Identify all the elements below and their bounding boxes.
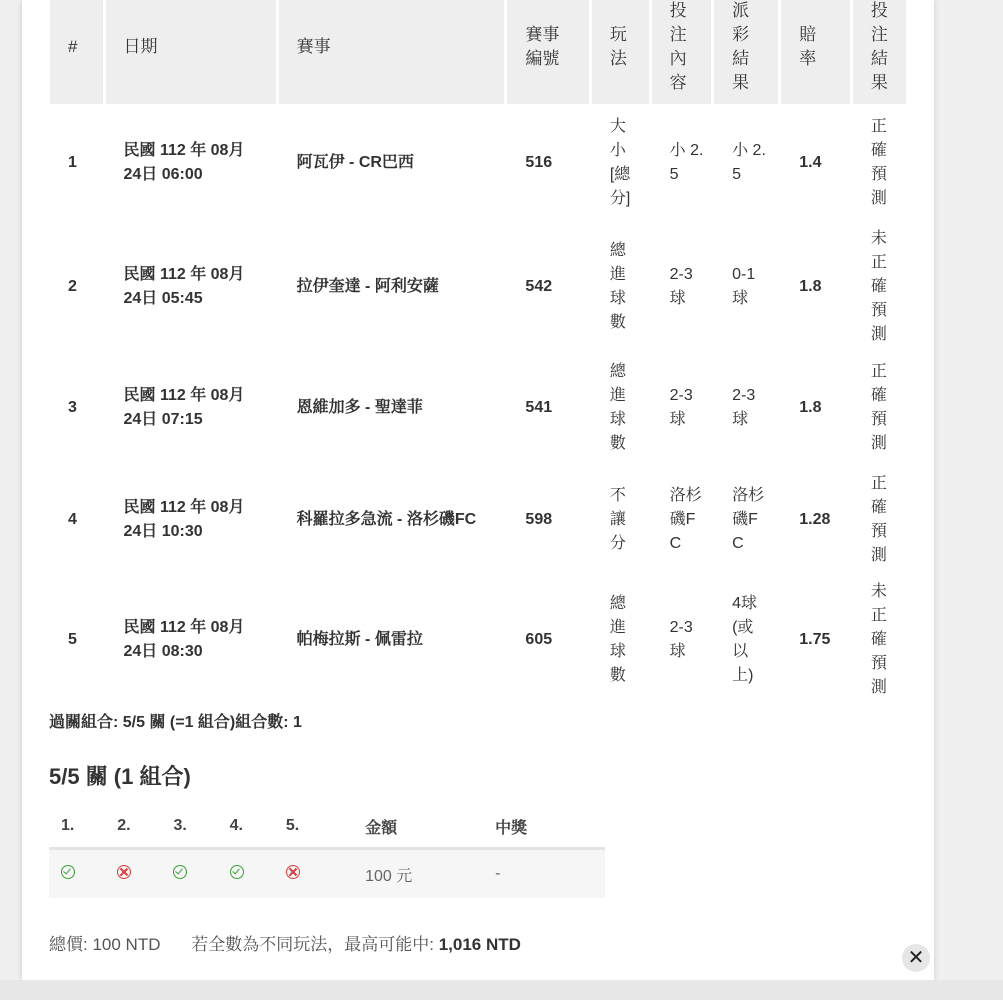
bet-table-body xyxy=(50,104,906,704)
x-circle-icon xyxy=(286,865,300,879)
combo-leg-4 xyxy=(218,849,274,899)
row-result: 洛杉磯FC xyxy=(732,487,765,552)
bottom-bar xyxy=(0,980,1003,1000)
row-outcome: 未正確預測 xyxy=(870,583,887,696)
table-row xyxy=(50,352,906,464)
row-date: 民國 112 年 08月 24日 08:30 xyxy=(123,619,245,660)
totals xyxy=(49,930,521,955)
combo-col-win: 中獎 xyxy=(460,805,605,849)
col-hash: # xyxy=(50,0,106,104)
combo-table xyxy=(49,805,605,898)
row-match: 恩維加多 - 聖達菲 xyxy=(296,399,423,416)
combo-col-5: 5. xyxy=(274,805,330,849)
combo-col-amount: 金額 xyxy=(330,805,460,849)
row-match-no: 542 xyxy=(525,278,553,295)
row-number: 4 xyxy=(68,511,77,528)
col-result: 派彩結果 xyxy=(714,0,781,104)
col-odds: 賠率 xyxy=(781,0,853,104)
row-result: 2-3球 xyxy=(732,387,756,428)
row-match: 科羅拉多急流 - 洛杉磯FC xyxy=(296,511,477,528)
combo-header xyxy=(49,805,605,849)
table-row xyxy=(50,576,906,704)
combo-col-4: 4. xyxy=(218,805,274,849)
row-match-no: 605 xyxy=(525,631,553,648)
bet-table-header xyxy=(50,0,906,104)
close-button[interactable]: ✕ xyxy=(902,944,930,972)
col-match-no: 賽事編號 xyxy=(507,0,591,104)
row-play: 大小[總分] xyxy=(609,118,631,207)
row-date: 民國 112 年 08月 24日 07:15 xyxy=(123,387,245,428)
row-odds: 1.4 xyxy=(799,154,822,171)
bet-table xyxy=(50,0,906,704)
row-bet: 2-3球 xyxy=(669,266,693,307)
max-value: 1,016 NTD xyxy=(438,935,521,954)
row-number: 5 xyxy=(68,631,77,648)
row-result: 0-1球 xyxy=(732,266,756,307)
combo-amount: 100 元 xyxy=(330,849,460,899)
row-odds: 1.8 xyxy=(799,278,822,295)
row-outcome: 正確預測 xyxy=(870,475,887,564)
row-date: 民國 112 年 08月 24日 10:30 xyxy=(123,499,245,540)
total-label: 總價: xyxy=(49,935,88,954)
row-outcome: 正確預測 xyxy=(870,363,887,452)
check-circle-icon xyxy=(173,865,187,879)
row-match-no: 598 xyxy=(525,511,553,528)
row-odds: 1.8 xyxy=(799,399,822,416)
combo-row xyxy=(49,849,605,899)
combo-col-2: 2. xyxy=(105,805,161,849)
row-match: 拉伊奎達 - 阿利安薩 xyxy=(296,278,439,295)
row-result: 小 2.5 xyxy=(732,142,766,183)
col-match: 賽事 xyxy=(279,0,508,104)
combo-summary: 過關組合: 5/5 關 (=1 組合)組合數: 1 xyxy=(49,714,302,731)
check-circle-icon xyxy=(61,865,75,879)
row-number: 2 xyxy=(68,278,77,295)
row-result: 4球(或以上) xyxy=(732,595,757,684)
row-match: 阿瓦伊 - CR巴西 xyxy=(296,154,414,171)
combo-leg-3 xyxy=(161,849,217,899)
bet-detail-panel xyxy=(22,0,934,980)
row-outcome: 正確預測 xyxy=(870,118,887,207)
col-play: 玩法 xyxy=(592,0,652,104)
row-odds: 1.28 xyxy=(799,511,831,528)
row-number: 3 xyxy=(68,399,77,416)
max-label: 若全數為不同玩法，最高可能中: xyxy=(191,935,434,954)
row-play: 總進球數 xyxy=(609,242,626,331)
row-outcome: 未正確預測 xyxy=(870,230,887,343)
combo-leg-1 xyxy=(49,849,105,899)
combo-win: - xyxy=(460,849,605,899)
row-match-no: 516 xyxy=(525,154,553,171)
table-row xyxy=(50,464,906,576)
table-row xyxy=(50,222,906,352)
combo-col-1: 1. xyxy=(49,805,105,849)
total-value: 100 NTD xyxy=(92,935,161,954)
x-circle-icon xyxy=(117,865,131,879)
row-date: 民國 112 年 08月 24日 06:00 xyxy=(123,142,245,183)
row-bet: 小 2.5 xyxy=(669,142,704,183)
combo-leg-5 xyxy=(274,849,330,899)
row-odds: 1.75 xyxy=(799,631,831,648)
col-outcome: 投注結果 xyxy=(853,0,906,104)
combo-col-3: 3. xyxy=(161,805,217,849)
section-title: 5/5 關 (1 組合) xyxy=(49,764,191,789)
row-play: 總進球數 xyxy=(609,363,626,452)
row-match: 帕梅拉斯 - 佩雷拉 xyxy=(296,631,423,648)
combo-leg-2 xyxy=(105,849,161,899)
row-play: 不讓分 xyxy=(609,487,626,552)
row-match-no: 541 xyxy=(525,399,553,416)
col-bet: 投注內容 xyxy=(652,0,714,104)
row-bet: 2-3球 xyxy=(669,619,693,660)
row-bet: 洛杉磯FC xyxy=(669,487,702,552)
row-date: 民國 112 年 08月 24日 05:45 xyxy=(123,266,245,307)
check-circle-icon xyxy=(230,865,244,879)
row-play: 總進球數 xyxy=(609,595,626,684)
table-row xyxy=(50,104,906,222)
row-number: 1 xyxy=(68,154,77,171)
row-bet: 2-3球 xyxy=(669,387,693,428)
col-date: 日期 xyxy=(106,0,279,104)
